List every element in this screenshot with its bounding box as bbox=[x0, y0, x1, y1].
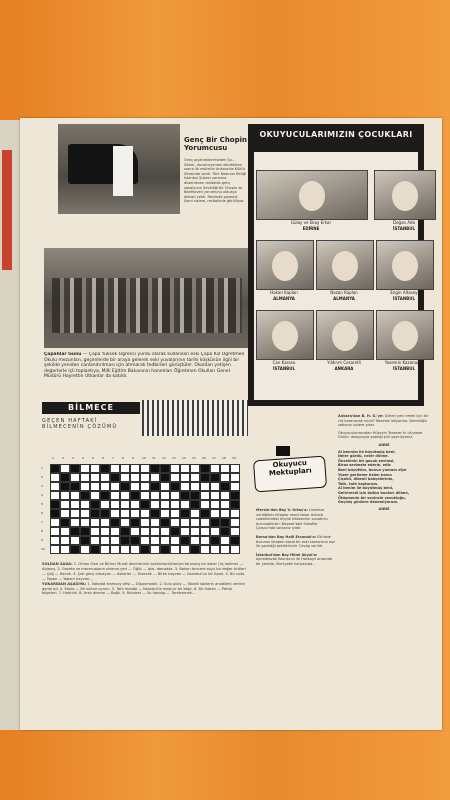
crossword-cell[interactable] bbox=[110, 527, 120, 536]
crossword-cell[interactable] bbox=[170, 536, 180, 545]
crossword-cell[interactable] bbox=[160, 536, 170, 545]
crossword-cell[interactable] bbox=[80, 518, 90, 527]
crossword-cell[interactable] bbox=[70, 491, 80, 500]
letters-logo bbox=[254, 446, 334, 508]
row-number: 5 bbox=[41, 502, 43, 506]
row-number: 1 bbox=[41, 466, 43, 470]
crossword-cell[interactable] bbox=[150, 473, 160, 482]
crossword-cell[interactable] bbox=[150, 536, 160, 545]
column-number: 2 bbox=[62, 456, 64, 460]
poem-title-2: ANNE bbox=[378, 506, 390, 511]
poem-body bbox=[338, 450, 430, 505]
crossword-cell[interactable] bbox=[50, 509, 60, 518]
crossword-cell[interactable] bbox=[200, 545, 210, 554]
poem-line: Beni büyüttün, bunun yumum diye bbox=[338, 467, 407, 472]
crossword-cell[interactable] bbox=[90, 500, 100, 509]
article1-title-line2: Yorumcusu bbox=[184, 144, 228, 152]
crossword-cell[interactable] bbox=[50, 464, 60, 473]
crossword-cell[interactable] bbox=[160, 509, 170, 518]
crossword-cell[interactable] bbox=[140, 536, 150, 545]
crossword-cell[interactable] bbox=[90, 545, 100, 554]
crossword-cell[interactable] bbox=[140, 473, 150, 482]
column-number: 5 bbox=[92, 456, 94, 460]
row-number: 10 bbox=[41, 547, 45, 551]
column-number: 6 bbox=[102, 456, 104, 460]
poem-line: Geçmiş günlere dönemiyorum. bbox=[338, 500, 399, 505]
crossword-cell[interactable] bbox=[220, 482, 230, 491]
child-photo bbox=[316, 310, 374, 360]
crossword-cell[interactable] bbox=[230, 473, 240, 482]
row-number: 7 bbox=[41, 520, 43, 524]
row-number: 2 bbox=[41, 475, 43, 479]
letters-logo-line2: Mektupları bbox=[268, 466, 312, 478]
crossword-cell[interactable] bbox=[120, 536, 130, 545]
crossword-cell[interactable] bbox=[60, 545, 70, 554]
column-number: 17 bbox=[212, 456, 216, 460]
column-number: 14 bbox=[182, 456, 186, 460]
crossword-cell[interactable] bbox=[110, 545, 120, 554]
crossword-cell[interactable] bbox=[190, 482, 200, 491]
article1-body: Genç piyanistlerimizden Şu… Sözler, Avusturya'dan döndükten sonra ilk resitalini Ankara'da Kültür Sitesinde verdi. Türk Kadınlar Birliği İstanbul Şubesi yararına düzenlenen resitalde genç sanatçının Sevildiği bir Chopin ve Beethoven yorumunu oldukça dikkati çekti. Resimde piyanist Sami sizlere, resitalinde görülüyor. bbox=[184, 158, 247, 204]
crossword-cell[interactable] bbox=[170, 500, 180, 509]
poem-line: Tatlı, tatlı koşturum. bbox=[338, 481, 379, 486]
child-photo bbox=[376, 310, 434, 360]
crossword-cell[interactable] bbox=[210, 491, 220, 500]
crossword-cell[interactable] bbox=[160, 464, 170, 473]
letter-heading: İstanbul'dan Bay Hilmi Akyol'a: bbox=[256, 552, 318, 557]
letter-body: Aynalıkavak Kasrısının ile Haskaylı arasında bir yerede, Ilkmiyetin karşısında… bbox=[256, 557, 333, 566]
crossword-cell[interactable] bbox=[100, 509, 110, 518]
clues-across: 1. Orhan Gazi ve Birinci Murat devirlerinin kahramanlıklarıyla tanınmış bir asker (üç kelime) — Aldanış. 2. Gazete ve mecmuaların sinema yeri — Öğüt — Işte- damakta. 3. Bakarı tencere soyu bir değer tiritleri — Çağ — Hanlık. 4. Çok genç olmayan — Askerler — Yüzecek — Birek hayvan — İstanbul'un bir ilçesi. 5. Bir nota — Topan — Yabani hayvan... bbox=[42, 562, 246, 581]
crossword-cell[interactable] bbox=[210, 500, 220, 509]
crossword-cell[interactable] bbox=[160, 500, 170, 509]
crossword-cell[interactable] bbox=[50, 518, 60, 527]
crossword-cell[interactable] bbox=[230, 536, 240, 545]
row-number: 3 bbox=[41, 484, 43, 488]
poem-title: ANNE bbox=[378, 442, 390, 447]
crossword-cell[interactable] bbox=[160, 491, 170, 500]
crossword-cell[interactable] bbox=[150, 464, 160, 473]
poem-line: Al benim ile büyütmüş beni, bbox=[338, 486, 394, 491]
crossword-cell[interactable] bbox=[100, 527, 110, 536]
crossword-cell[interactable] bbox=[180, 509, 190, 518]
letter-body: Elinizde bulunan kitaben basla bir eski zamanının aşıl ile yazıldığı şekillerindir. Cevap verildi. bbox=[256, 534, 335, 549]
crossword-cell[interactable] bbox=[80, 527, 90, 536]
puzzle-subheading-line1: GEÇEN HAFTAKİ bbox=[42, 418, 98, 424]
column-number: 15 bbox=[192, 456, 196, 460]
crossword-cell[interactable] bbox=[50, 473, 60, 482]
letter-heading: Ankara'dan B. H. G.'ye: bbox=[338, 414, 384, 418]
crossword-cell[interactable] bbox=[220, 464, 230, 473]
crossword-cell[interactable] bbox=[150, 482, 160, 491]
group-photo bbox=[44, 248, 248, 348]
crossword-cell[interactable] bbox=[160, 473, 170, 482]
crossword-cell[interactable] bbox=[220, 518, 230, 527]
crossword-cell[interactable] bbox=[50, 527, 60, 536]
crossword-cell[interactable] bbox=[190, 536, 200, 545]
crossword-cell[interactable] bbox=[70, 473, 80, 482]
crossword-cell[interactable] bbox=[190, 473, 200, 482]
crossword-cell[interactable] bbox=[220, 509, 230, 518]
crossword-cell[interactable] bbox=[190, 509, 200, 518]
crossword-cell[interactable] bbox=[180, 545, 190, 554]
crossword-cell[interactable] bbox=[100, 545, 110, 554]
crossword-cell[interactable] bbox=[220, 545, 230, 554]
crossword-cell[interactable] bbox=[200, 518, 210, 527]
child-name: Doğan Ada bbox=[393, 220, 415, 225]
crossword-cell[interactable] bbox=[90, 491, 100, 500]
letters-column-1 bbox=[256, 508, 336, 723]
crossword-cell[interactable] bbox=[200, 500, 210, 509]
clues-down: 1. İstibdat tramvay ofisi — Dişanmadık. 2. Sulu pilav — Tokatlı sözlerin anadilimi verilen genel ad. 4. Fasıla — Bir sahne oyunu. 5. Tatlı madde — İstanbul'la meşhur bir köşk. 6. Bir itaben — Petrol bilgeleri. 7. Haktılık. 8. Arsh dinene — Bağlı. 9. Rutubet — Su handışı — Terslenmek... bbox=[42, 581, 246, 596]
crossword-cell[interactable] bbox=[130, 527, 140, 536]
crossword-cell[interactable] bbox=[180, 527, 190, 536]
crossword-cell[interactable] bbox=[110, 482, 120, 491]
crossword-cell[interactable] bbox=[50, 491, 60, 500]
crossword-cell[interactable] bbox=[90, 482, 100, 491]
crossword-cell[interactable] bbox=[150, 518, 160, 527]
crossword-cell[interactable] bbox=[140, 527, 150, 536]
crossword-cell[interactable] bbox=[220, 500, 230, 509]
crossword-cell[interactable] bbox=[210, 527, 220, 536]
crossword-cell[interactable] bbox=[130, 536, 140, 545]
crossword-cell[interactable] bbox=[120, 500, 130, 509]
crossword-cell[interactable] bbox=[60, 473, 70, 482]
child-name: Nazan Kaplan bbox=[330, 290, 358, 295]
crossword-cell[interactable] bbox=[60, 536, 70, 545]
child-city: ALMANYA bbox=[273, 296, 295, 301]
child-photo bbox=[256, 170, 368, 220]
crossword-cell[interactable] bbox=[70, 500, 80, 509]
crossword-cell[interactable] bbox=[50, 482, 60, 491]
crossword-cell[interactable] bbox=[130, 545, 140, 554]
child-name: Hakan Kaplan bbox=[270, 290, 298, 295]
crossword-cell[interactable] bbox=[150, 500, 160, 509]
crossword-cell[interactable] bbox=[110, 518, 120, 527]
crossword-cell[interactable] bbox=[140, 509, 150, 518]
crossword-cell[interactable] bbox=[90, 518, 100, 527]
crossword-cell[interactable] bbox=[180, 482, 190, 491]
crossword-cell[interactable] bbox=[70, 464, 80, 473]
child-city: ANKARA bbox=[334, 366, 354, 371]
poem-line: Gelirirerdi için bütün bunları dilime, bbox=[338, 490, 410, 495]
crossword-cell[interactable] bbox=[130, 518, 140, 527]
crossword-cell[interactable] bbox=[160, 527, 170, 536]
letter-0 bbox=[338, 414, 430, 428]
crossword-cell[interactable] bbox=[210, 545, 220, 554]
column-number: 4 bbox=[82, 456, 84, 460]
crossword-cell[interactable] bbox=[230, 500, 240, 509]
letters-logo-line1: Okuyucu bbox=[272, 458, 308, 470]
child-name: Engin Altasoy bbox=[390, 290, 418, 295]
poem-intro: Okuyucularımızdan Hüseyin Tenever'in «Anneler Günü» dolayısıyla yazdığı şiiri yayınlıyoruz. bbox=[338, 430, 423, 440]
crossword-cell[interactable] bbox=[70, 518, 80, 527]
crossword-cell[interactable] bbox=[170, 473, 180, 482]
column-number: 12 bbox=[162, 456, 166, 460]
crossword-cell[interactable] bbox=[150, 491, 160, 500]
column-number: 8 bbox=[122, 456, 124, 460]
crossword-cell[interactable] bbox=[150, 509, 160, 518]
crossword-cell[interactable] bbox=[170, 527, 180, 536]
crossword-cell[interactable] bbox=[190, 518, 200, 527]
crossword-cell[interactable] bbox=[110, 491, 120, 500]
letter-heading: Bursa'dan Bay Halil Ercanok'a: bbox=[256, 534, 317, 539]
puzzle-subheading-line2: BİLMECENİN ÇÖZÜMÜ bbox=[42, 424, 118, 430]
article2-title: Çapahlar Günü bbox=[44, 352, 82, 357]
magazine-page bbox=[20, 118, 442, 730]
crossword-cell[interactable] bbox=[170, 464, 180, 473]
crossword-cell[interactable] bbox=[170, 491, 180, 500]
crossword-cell[interactable] bbox=[110, 464, 120, 473]
crossword-cell[interactable] bbox=[180, 491, 190, 500]
crossword-cell[interactable] bbox=[210, 473, 220, 482]
child-photo bbox=[374, 170, 436, 220]
crossword-cell[interactable] bbox=[120, 464, 130, 473]
crossword-cell[interactable] bbox=[140, 482, 150, 491]
poem-line: Çiçekli, dikenli bahçelerinin, bbox=[338, 477, 394, 482]
poem-line: Yüzer gerileme halen hanın bbox=[338, 472, 392, 477]
crossword-cell[interactable] bbox=[140, 545, 150, 554]
crossword-cell[interactable] bbox=[60, 518, 70, 527]
crossword-cell[interactable] bbox=[60, 464, 70, 473]
crossword-cell[interactable] bbox=[110, 500, 120, 509]
crossword-cell[interactable] bbox=[120, 509, 130, 518]
crossword-cell[interactable] bbox=[110, 536, 120, 545]
crossword-cell[interactable] bbox=[230, 482, 240, 491]
crossword-cell[interactable] bbox=[120, 518, 130, 527]
crossword-cell[interactable] bbox=[110, 509, 120, 518]
crossword-cell[interactable] bbox=[190, 500, 200, 509]
poem-line: Öncekinin bir gocuk sevimsi, bbox=[338, 458, 395, 463]
crossword-cell[interactable] bbox=[220, 491, 230, 500]
crossword-cell[interactable] bbox=[50, 545, 60, 554]
crossword-cell[interactable] bbox=[70, 527, 80, 536]
crossword-cell[interactable] bbox=[90, 527, 100, 536]
crossword-cell[interactable] bbox=[120, 545, 130, 554]
crossword-cell[interactable] bbox=[180, 473, 190, 482]
column-number: 11 bbox=[152, 456, 156, 460]
crossword-cell[interactable] bbox=[100, 464, 110, 473]
column-number: 10 bbox=[142, 456, 146, 460]
clues-across-title: SOLDAN SAĞA: bbox=[42, 562, 73, 566]
child-photo bbox=[256, 310, 314, 360]
crossword-cell[interactable] bbox=[230, 491, 240, 500]
crossword-cell[interactable] bbox=[70, 482, 80, 491]
crossword-cell[interactable] bbox=[130, 473, 140, 482]
crossword-cell[interactable] bbox=[130, 464, 140, 473]
column-number: 19 bbox=[232, 456, 236, 460]
crossword-cell[interactable] bbox=[180, 518, 190, 527]
crossword-cell[interactable] bbox=[100, 536, 110, 545]
column-number: 7 bbox=[112, 456, 114, 460]
crossword-cell[interactable] bbox=[140, 491, 150, 500]
crossword-cell[interactable] bbox=[180, 464, 190, 473]
child-name: Yıldırım Cesaretli bbox=[327, 360, 361, 365]
crossword-cell[interactable] bbox=[200, 527, 210, 536]
child-photo bbox=[376, 240, 434, 290]
row-number: 4 bbox=[41, 493, 43, 497]
crossword-cell[interactable] bbox=[100, 500, 110, 509]
crossword-cell[interactable] bbox=[80, 545, 90, 554]
row-number: 8 bbox=[41, 529, 43, 533]
crossword-cell[interactable] bbox=[190, 545, 200, 554]
crossword-cell[interactable] bbox=[60, 500, 70, 509]
crossword-cell[interactable] bbox=[80, 500, 90, 509]
crossword-cell[interactable] bbox=[210, 509, 220, 518]
crossword-cell[interactable] bbox=[230, 518, 240, 527]
column-number: 1 bbox=[52, 456, 54, 460]
article1-title bbox=[184, 136, 254, 152]
crossword-cell[interactable] bbox=[200, 464, 210, 473]
crossword-cell[interactable] bbox=[60, 509, 70, 518]
poem-line: Neler gördü, neler dilime. bbox=[338, 454, 389, 459]
row-number: 6 bbox=[41, 511, 43, 515]
crossword-cell[interactable] bbox=[90, 473, 100, 482]
piano-photo bbox=[58, 124, 180, 214]
child-city: İSTANBUL bbox=[392, 296, 416, 301]
child-city: İSTANBUL bbox=[392, 366, 416, 371]
crossword-cell[interactable] bbox=[230, 509, 240, 518]
crossword-cell[interactable] bbox=[60, 527, 70, 536]
crossword-cell[interactable] bbox=[210, 518, 220, 527]
puzzle-subheading bbox=[42, 418, 142, 430]
crossword-cell[interactable] bbox=[80, 473, 90, 482]
letter-body: Lisemize verdiğimiz kitaplar resmi takar Ankara caddesindeki büyük kitabeviler sanatının bulunabilirsin. Beyazıt'taki Sahaflar Çarşısı'nda sorsanız iyidir. bbox=[256, 508, 328, 531]
crossword-cell[interactable] bbox=[160, 545, 170, 554]
article2-body: — Çapa Yüksek Öğrenci yurdu olarak kullanılan eski Çapa Kız Öğretmen Okulu mezunları, geçenlerde bir araya gelerek eski yuvalarının tarihi köşkünün ilgili bir şekilde yeniden canlandırılması için ahmarak tedbirleri görüştüler. Okuldan yetişen değerlerle içli toplantıya, Milli Eğitim Bakanının hanımları Öğretmen Okulları Genel Müdürü Hayrettin Utkanlar da katıldı. bbox=[44, 352, 245, 380]
child-photo bbox=[316, 240, 374, 290]
solution-grid bbox=[142, 400, 248, 436]
letter-3 bbox=[256, 553, 336, 567]
crossword-cell[interactable] bbox=[90, 464, 100, 473]
crossword-cell[interactable] bbox=[190, 527, 200, 536]
crossword-cell[interactable] bbox=[100, 518, 110, 527]
crossword-cell[interactable] bbox=[190, 464, 200, 473]
crossword-cell[interactable] bbox=[80, 464, 90, 473]
crossword-cell[interactable] bbox=[90, 509, 100, 518]
article2-caption bbox=[44, 352, 248, 386]
crossword-cell[interactable] bbox=[210, 464, 220, 473]
crossword-cell[interactable] bbox=[230, 464, 240, 473]
crossword-cell[interactable] bbox=[160, 482, 170, 491]
crossword-cell[interactable] bbox=[140, 464, 150, 473]
crossword-cell[interactable] bbox=[100, 491, 110, 500]
crossword-cell[interactable] bbox=[70, 545, 80, 554]
crossword-cell[interactable] bbox=[230, 545, 240, 554]
column-number: 9 bbox=[132, 456, 134, 460]
crossword-cell[interactable] bbox=[100, 482, 110, 491]
child-city: İSTANBUL bbox=[272, 366, 296, 371]
crossword-cell[interactable] bbox=[70, 536, 80, 545]
letter-heading: Mersin'den Bay V. Ortaç'a: bbox=[256, 508, 308, 512]
letters-column-2 bbox=[338, 414, 430, 724]
crossword-cell[interactable] bbox=[150, 527, 160, 536]
crossword-cell[interactable] bbox=[120, 527, 130, 536]
crossword-cell[interactable] bbox=[120, 482, 130, 491]
poem-line: Al bennim ile büyütmüş beni. bbox=[338, 449, 396, 454]
column-number: 3 bbox=[72, 456, 74, 460]
child-name: Gülay ve Ekay Erkar bbox=[290, 220, 332, 225]
crossword-cell[interactable] bbox=[50, 536, 60, 545]
crossword-cell[interactable] bbox=[130, 491, 140, 500]
child-city: İSTANBUL bbox=[392, 226, 416, 231]
child-city: ALMANYA bbox=[333, 296, 355, 301]
crossword-cell[interactable] bbox=[60, 491, 70, 500]
crossword-cell[interactable] bbox=[140, 518, 150, 527]
crossword-cell[interactable] bbox=[200, 491, 210, 500]
crossword-cell[interactable] bbox=[200, 482, 210, 491]
crossword-cell[interactable] bbox=[50, 500, 60, 509]
crossword-cell[interactable] bbox=[200, 509, 210, 518]
crossword-cell[interactable] bbox=[160, 518, 170, 527]
row-number: 9 bbox=[41, 538, 43, 542]
clues-down-title: YUKARIDAN AŞAĞIYA: bbox=[42, 581, 87, 586]
crossword-cell[interactable] bbox=[220, 473, 230, 482]
crossword-cell[interactable] bbox=[80, 491, 90, 500]
crossword-cell[interactable] bbox=[210, 482, 220, 491]
puzzle-heading bbox=[42, 402, 140, 414]
crossword-cell[interactable] bbox=[80, 536, 90, 545]
crossword-cell[interactable] bbox=[110, 473, 120, 482]
column-number: 13 bbox=[172, 456, 176, 460]
child-name: Can Karasu bbox=[272, 360, 296, 365]
crossword-cell[interactable] bbox=[200, 536, 210, 545]
crossword-cell[interactable] bbox=[180, 536, 190, 545]
crossword-cell[interactable] bbox=[140, 500, 150, 509]
letter-body: Şiirleri yeni emek için bir cilt kazanacak mıdır? Kesmek istiyordur. Denetliğin zatlarını sizlere çıkar. bbox=[338, 414, 429, 428]
crossword-cell[interactable] bbox=[70, 509, 80, 518]
crossword-cell[interactable] bbox=[130, 482, 140, 491]
column-number: 16 bbox=[202, 456, 206, 460]
crossword-cell[interactable] bbox=[170, 545, 180, 554]
crossword-cell[interactable] bbox=[170, 482, 180, 491]
article1-title-line1: Genç Bir Chopin bbox=[184, 136, 248, 144]
crossword-cell[interactable] bbox=[200, 473, 210, 482]
child-name: Yasemin Kazanoğlu bbox=[384, 360, 424, 365]
poem-line: Biraz serbeste ederle, edir. bbox=[338, 463, 392, 468]
crossword-cell[interactable] bbox=[190, 491, 200, 500]
crossword-cell[interactable] bbox=[60, 482, 70, 491]
crossword-cell[interactable] bbox=[150, 545, 160, 554]
column-number: 18 bbox=[222, 456, 226, 460]
crossword-cell[interactable] bbox=[220, 527, 230, 536]
crossword-cell[interactable] bbox=[230, 527, 240, 536]
crossword-cell[interactable] bbox=[170, 518, 180, 527]
child-photo bbox=[256, 240, 314, 290]
crossword-cell[interactable] bbox=[180, 500, 190, 509]
crossword-cell[interactable] bbox=[100, 473, 110, 482]
crossword-cell[interactable] bbox=[210, 536, 220, 545]
poem-line: Ötüşmenin bir sevincle çocukluğu, bbox=[338, 495, 406, 500]
crossword-cell[interactable] bbox=[220, 536, 230, 545]
crossword-cell[interactable] bbox=[170, 509, 180, 518]
puzzle-heading-text: BİLMECE bbox=[68, 403, 114, 412]
letter-2 bbox=[256, 535, 336, 549]
crossword-cell[interactable] bbox=[120, 491, 130, 500]
crossword-cell[interactable] bbox=[80, 509, 90, 518]
crossword-cell[interactable] bbox=[80, 482, 90, 491]
puzzle-clues bbox=[42, 562, 246, 722]
child-city: EDİRNE bbox=[302, 226, 320, 231]
crossword-cell[interactable] bbox=[130, 500, 140, 509]
crossword-grid bbox=[40, 456, 250, 556]
crossword-cell[interactable] bbox=[130, 509, 140, 518]
letter-1 bbox=[256, 508, 336, 531]
crossword-cell[interactable] bbox=[90, 536, 100, 545]
crossword-cell[interactable] bbox=[120, 473, 130, 482]
children-section-header: OKUYUCULARIMIZIN ÇOCUKLARI bbox=[259, 130, 413, 139]
